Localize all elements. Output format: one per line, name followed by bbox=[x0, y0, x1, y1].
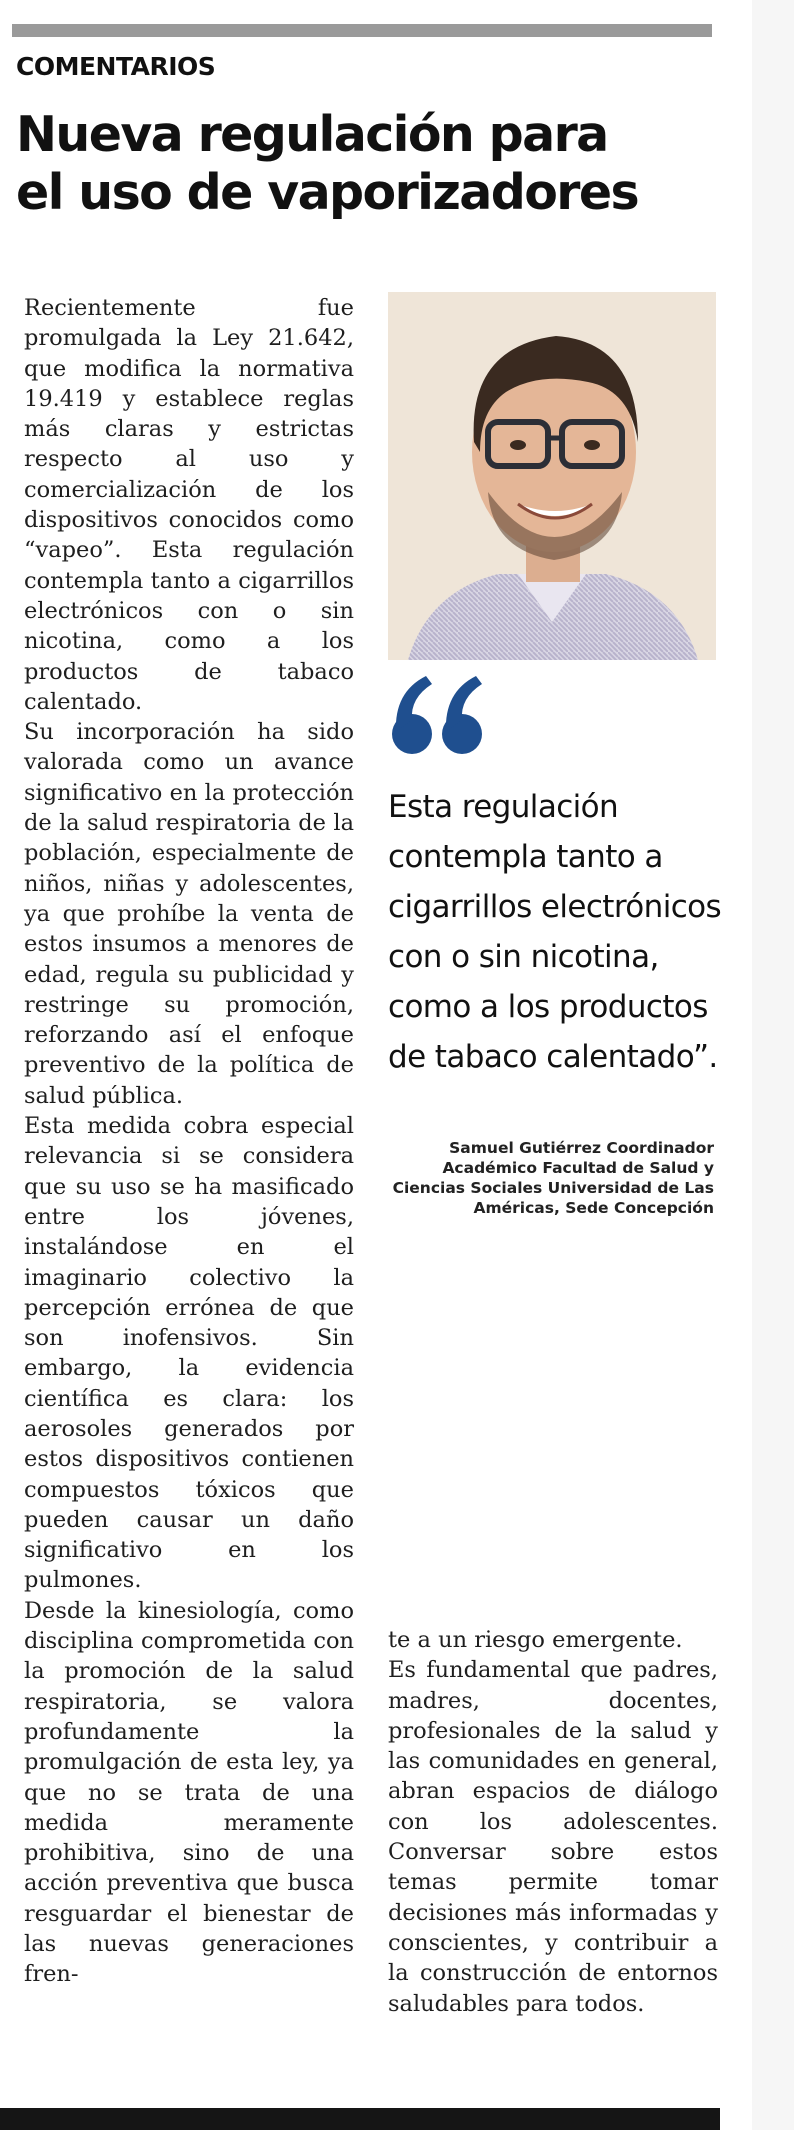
article-paragraph: Desde la kinesiología, como disciplina comprometida con la promoción de la salud respiratoria, se valora profundamente la promulgación de esta ley, ya que no se trata de una medida meramente prohibitiva, sino de una acción preventiva que busca resguardar el bienestar de las nuevas generaciones fren- bbox=[24, 1597, 354, 1988]
author-caption: Samuel Gutiérrez Coordinador Académico Facultad de Salud y Ciencias Sociales Universidad de Las Américas, Sede Concepción bbox=[392, 1139, 714, 1217]
headline-line-1: Nueva regulación para bbox=[16, 106, 608, 163]
pullquote-text: Esta regulación contempla tanto a cigarrillos electrónicos con o sin nicotina, como a los productos de tabaco calentado”. bbox=[388, 789, 722, 1075]
top-rule bbox=[12, 24, 712, 37]
section-label: COMENTARIOS bbox=[16, 52, 216, 81]
article-paragraph: Recientemente fue promulgada la Ley 21.642, que modifica la normativa 19.419 y establece reglas más claras y estrictas respecto al uso y comercialización de los dispositivos conocidos como “vapeo”. Esta regulación contempla tanto a cigarrillos electrónicos con o sin nicotina, como a los productos de tabaco calentado. bbox=[24, 295, 354, 715]
article-column-right bbox=[388, 1625, 718, 2019]
headline-line-2: el uso de vaporizadores bbox=[16, 164, 639, 221]
article-paragraph: Esta medida cobra especial relevancia si se considera que su uso se ha masificado entre los jóvenes, instalándose en el imaginario colectivo la percepción errónea de que son inofensivos. Sin embargo, la evidencia científica es clara: los aerosoles generados por estos dispositivos contienen compuestos tóxicos que pueden causar un daño significativo en los pulmones. bbox=[24, 1113, 354, 1594]
article-paragraph: Su incorporación ha sido valorada como un avance significativo en la protección de la salud respiratoria de la población, especialmente de niños, niñas y adolescentes, ya que prohíbe la venta de estos insumos a menores de edad, regula su publicidad y restringe su promoción, reforzando así el enfoque preventivo de la política de salud pública. bbox=[24, 719, 354, 1109]
headline bbox=[16, 106, 736, 222]
quote-mark-icon bbox=[388, 668, 488, 758]
page-edge bbox=[752, 0, 794, 2130]
article-paragraph: Es fundamental que padres, madres, docentes, profesionales de la salud y las comunidades en general, abran espacios de diálogo con los adolescentes. Conversar sobre estos temas permite tomar decisiones más informadas y conscientes, y contribuir a la construcción de entornos saludables para todos. bbox=[388, 1657, 718, 2017]
article-column-left bbox=[24, 293, 354, 1990]
bottom-bar bbox=[0, 2108, 720, 2130]
author-photo bbox=[388, 292, 716, 660]
article-paragraph: te a un riesgo emergente. bbox=[388, 1627, 683, 1653]
